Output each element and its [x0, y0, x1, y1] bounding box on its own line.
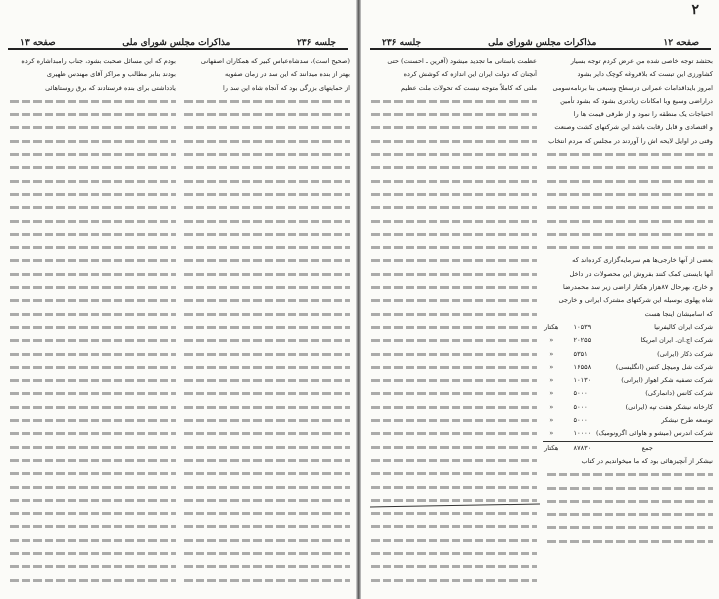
illegible-text-line	[367, 454, 537, 467]
illegible-text-line	[180, 188, 350, 201]
illegible-text-line	[180, 547, 350, 560]
session-number: جلسه ۲۳۶	[382, 38, 422, 48]
illegible-text-line	[367, 215, 537, 228]
area-unit: «	[549, 336, 554, 345]
illegible-text-line	[543, 148, 713, 161]
illegible-text-line	[367, 587, 537, 590]
illegible-text-line	[180, 574, 350, 587]
table-row	[543, 374, 713, 387]
text-line: امروز بایداقدامات عمرانی درسطح وسیعی بنا برنامه‌سومی	[552, 83, 713, 92]
text-column-left	[367, 55, 537, 590]
illegible-text-line	[367, 281, 537, 294]
illegible-text-line	[180, 254, 350, 267]
illegible-text-line	[6, 268, 176, 281]
area-unit: «	[549, 429, 554, 438]
company-name: شرکت اندرس (میشو و هاوائی اگرونومیک)	[595, 429, 713, 438]
text-line: وقتی در اوایل لایحه اش را آوردند در مجلس که مردم انتخاب	[548, 136, 713, 145]
illegible-text-line	[6, 188, 176, 201]
illegible-text-line	[367, 414, 537, 427]
area-unit: «	[549, 416, 554, 425]
area-value: ۵۰۰۰	[573, 416, 588, 425]
area-unit: «	[549, 376, 554, 385]
illegible-text-line	[6, 574, 176, 587]
illegible-text-line	[180, 494, 350, 507]
illegible-text-line	[367, 135, 537, 148]
text-line: ملتی که کاملاً متوجه نیست که تحولات ملت عظیم	[400, 83, 537, 92]
illegible-text-line	[6, 348, 176, 361]
page-header	[370, 36, 711, 50]
book-binding	[356, 0, 361, 599]
company-name: شرکت ذکار (ایرانی)	[657, 349, 713, 358]
illegible-text-line	[180, 348, 350, 361]
table-row	[543, 387, 713, 400]
illegible-text-line	[6, 587, 176, 590]
area-value: ۵۰۰۰	[573, 402, 588, 411]
area-unit: «	[549, 349, 554, 358]
illegible-text-line	[367, 161, 537, 174]
illegible-text-line	[6, 228, 176, 241]
illegible-text-line	[367, 148, 537, 161]
illegible-text-line	[6, 201, 176, 214]
page-header	[8, 36, 348, 50]
illegible-text-line	[367, 321, 537, 334]
company-name: شرکت ایران کالیفرنیا	[654, 322, 713, 331]
illegible-text-line	[180, 294, 350, 307]
illegible-text-line	[367, 254, 537, 267]
illegible-text-line	[367, 507, 537, 520]
text-column-left	[6, 55, 176, 590]
illegible-text-line	[543, 495, 713, 508]
illegible-text-line	[367, 547, 537, 560]
illegible-text-line	[6, 414, 176, 427]
area-value: ۱۶۵۵۸	[573, 362, 592, 371]
illegible-text-line	[180, 334, 350, 347]
illegible-text-line	[367, 188, 537, 201]
illegible-text-line	[367, 441, 537, 454]
illegible-text-line	[367, 201, 537, 214]
illegible-text-line	[6, 534, 176, 547]
text-line: که اسامیشان اینجا هست	[644, 309, 713, 318]
page-number: صفحه ۱۳	[20, 38, 56, 48]
illegible-text-line	[180, 427, 350, 440]
illegible-text-line	[180, 308, 350, 321]
illegible-text-line	[543, 161, 713, 174]
header-title: مذاکرات مجلس شورای ملی	[488, 38, 597, 48]
illegible-text-line	[543, 468, 713, 481]
illegible-text-line	[6, 494, 176, 507]
area-value: ۵۳۵۱	[573, 349, 588, 358]
illegible-text-line	[543, 482, 713, 495]
illegible-text-line	[6, 121, 176, 134]
illegible-text-line	[6, 215, 176, 228]
illegible-text-line	[6, 374, 176, 387]
illegible-text-line	[180, 481, 350, 494]
table-row	[543, 427, 713, 441]
total-unit: هکتار	[543, 441, 560, 455]
text-line: بهتر از بنده میدانند که این سد در زمان صفویه	[225, 70, 350, 79]
illegible-text-line	[180, 387, 350, 400]
illegible-text-line	[6, 294, 176, 307]
illegible-text-line	[367, 574, 537, 587]
illegible-text-line	[180, 374, 350, 387]
text-line: (صحیح است)، سدشاه‌عباس کبیر که همکاران اصفهانی	[200, 57, 350, 65]
illegible-text-line	[180, 534, 350, 547]
illegible-text-line	[367, 374, 537, 387]
illegible-text-line	[543, 521, 713, 534]
table-row	[543, 321, 713, 334]
company-area-table	[543, 321, 713, 455]
illegible-text-line	[367, 534, 537, 547]
text-line: بودند بنابر مطالب و مراکز آقای مهندس ظهیری	[46, 70, 176, 79]
text-column-right	[543, 55, 713, 590]
illegible-text-line	[367, 228, 537, 241]
illegible-text-line	[180, 414, 350, 427]
illegible-text-line	[6, 175, 176, 188]
table-row	[543, 334, 713, 347]
table-row	[543, 414, 713, 427]
illegible-text-line	[367, 308, 537, 321]
text-line: عظمت باستانی ما تجدید میشود (آفرین ـ احسنت) حتی	[387, 57, 537, 65]
illegible-text-line	[6, 387, 176, 400]
text-line: بودم که این مسائل صحبت بشود، جناب رامبداشاره کرده	[21, 57, 176, 65]
right-page	[362, 0, 719, 599]
table-row	[543, 401, 713, 414]
illegible-text-line	[6, 454, 176, 467]
text-column-right	[180, 55, 350, 590]
company-name: شرکت شل ومیچل کتس (انگلیسی)	[615, 362, 713, 371]
illegible-text-line	[6, 241, 176, 254]
session-number: جلسه ۲۳۶	[296, 38, 336, 48]
illegible-text-line	[180, 108, 350, 121]
illegible-text-line	[180, 135, 350, 148]
illegible-text-line	[180, 95, 350, 108]
illegible-text-line	[6, 95, 176, 108]
illegible-text-line	[180, 361, 350, 374]
page-number: صفحه ۱۲	[663, 38, 699, 48]
text-line: آنها بایستی کمک کنند بفروش این محصولات در داخل	[569, 269, 713, 278]
illegible-text-line	[180, 201, 350, 214]
illegible-text-line	[543, 215, 713, 228]
illegible-text-line	[367, 427, 537, 440]
total-row	[543, 441, 713, 455]
illegible-text-line	[6, 547, 176, 560]
illegible-text-line	[6, 401, 176, 414]
illegible-text-line	[543, 175, 713, 188]
area-value: ۲۰۲۵۵	[573, 336, 592, 345]
illegible-text-line	[180, 520, 350, 533]
illegible-text-line	[180, 161, 350, 174]
text-line: آنچنان که دولت ایران این اندازه که کوشش کرده	[403, 70, 537, 79]
left-page	[0, 0, 356, 599]
table-row	[543, 361, 713, 374]
illegible-text-line	[180, 467, 350, 480]
illegible-text-line	[180, 175, 350, 188]
illegible-text-line	[6, 281, 176, 294]
text-line: و اقتصادی و قابل رقابت باشد این شرکتهای کشت وصنعت	[554, 123, 713, 132]
illegible-text-line	[367, 387, 537, 400]
illegible-text-line	[367, 294, 537, 307]
illegible-text-line	[180, 215, 350, 228]
illegible-text-line	[180, 148, 350, 161]
text-line: بحثشد توجه خاصی شده من عرض کردم توجه بسیار	[570, 57, 713, 65]
illegible-text-line	[6, 108, 176, 121]
illegible-text-line	[367, 520, 537, 533]
area-unit: «	[549, 362, 554, 371]
illegible-text-line	[367, 560, 537, 573]
illegible-text-line	[367, 175, 537, 188]
illegible-text-line	[543, 241, 713, 254]
table-row	[543, 348, 713, 361]
illegible-text-line	[180, 268, 350, 281]
company-name: شرکت اچ.ان. ایران امریکا	[640, 336, 713, 345]
illegible-text-line	[180, 441, 350, 454]
illegible-text-line	[180, 401, 350, 414]
illegible-text-line	[6, 507, 176, 520]
text-line: نیشکر از آنچیزهائی بود که ما میخواندیم در کتاب	[581, 456, 713, 465]
text-line: از حمایتهای بزرگی بود که آنجاه شاه این سد را	[222, 83, 350, 92]
illegible-text-line	[6, 254, 176, 267]
area-value: ۱۰۵۳۹	[573, 322, 592, 331]
illegible-text-line	[180, 321, 350, 334]
area-unit: هکتار	[544, 322, 559, 331]
illegible-text-line	[543, 188, 713, 201]
text-line: یادداشتی برای بنده فرستادند که برق روستاهائی	[45, 83, 176, 92]
illegible-text-line	[367, 361, 537, 374]
illegible-text-line	[367, 334, 537, 347]
illegible-text-line	[6, 308, 176, 321]
text-line: دراراضی وسیع وبا امکانات زیادتری بشود که بشود تأمین	[560, 96, 713, 105]
illegible-text-line	[6, 161, 176, 174]
illegible-text-line	[180, 228, 350, 241]
illegible-text-line	[180, 507, 350, 520]
illegible-text-line	[6, 135, 176, 148]
illegible-text-line	[367, 481, 537, 494]
illegible-text-line	[6, 334, 176, 347]
illegible-text-line	[367, 95, 537, 108]
text-line: احتیاجات یک منطقه را نمود و از طرفی قیمت ها را	[573, 110, 713, 119]
text-line: شاه پهلوی بوسیله این شرکتهای مشترک ایرانی و خارجی	[558, 296, 713, 305]
illegible-text-line	[180, 121, 350, 134]
text-line: کشاورزی این تبست که بلافروغه کوچک دایر بشود	[577, 70, 713, 79]
area-value: ۱۰۰۰۰	[573, 429, 592, 438]
illegible-text-line	[543, 535, 713, 548]
company-name: توسعه طرح نیشکر	[661, 416, 713, 425]
page-mark: ۲	[691, 2, 699, 18]
illegible-text-line	[367, 467, 537, 480]
illegible-text-line	[367, 401, 537, 414]
area-unit: «	[549, 402, 554, 411]
total-area: ۸۷۸۳۰	[560, 441, 596, 455]
illegible-text-line	[180, 454, 350, 467]
illegible-text-line	[6, 361, 176, 374]
illegible-text-line	[6, 520, 176, 533]
illegible-text-line	[6, 481, 176, 494]
illegible-text-line	[6, 560, 176, 573]
illegible-text-line	[543, 228, 713, 241]
illegible-text-line	[6, 441, 176, 454]
illegible-text-line	[367, 241, 537, 254]
area-value: ۱۰۱۳۰	[573, 376, 592, 385]
text-line: و خارج، بهرحال ۸۷هزار هکتار اراضی زیر سد محمدرضا	[563, 283, 713, 292]
total-label: جمع	[596, 441, 713, 455]
header-title: مذاکرات مجلس شورای ملی	[122, 38, 231, 48]
area-unit: «	[549, 389, 554, 398]
company-name: کارخانه نیشکر هفت تپه (ایرانی)	[625, 402, 713, 411]
area-value: ۵۰۰۰	[573, 389, 588, 398]
illegible-text-line	[367, 268, 537, 281]
company-name: شرکت کانس (دانمارکی)	[645, 389, 713, 398]
illegible-text-line	[6, 148, 176, 161]
illegible-text-line	[6, 467, 176, 480]
company-name: شرکت تصفیه شکر اهواز (ایرانی)	[621, 376, 713, 385]
illegible-text-line	[180, 241, 350, 254]
illegible-text-line	[367, 108, 537, 121]
illegible-text-line	[180, 281, 350, 294]
illegible-text-line	[543, 201, 713, 214]
illegible-text-line	[543, 508, 713, 521]
illegible-text-line	[367, 348, 537, 361]
illegible-text-line	[180, 560, 350, 573]
illegible-text-line	[6, 427, 176, 440]
illegible-text-line	[180, 587, 350, 590]
illegible-text-line	[367, 121, 537, 134]
text-line: بعضی از آنها خارجی‌ها هم سرمایه‌گزاری کرده‌اند که	[572, 256, 713, 265]
illegible-text-line	[6, 321, 176, 334]
